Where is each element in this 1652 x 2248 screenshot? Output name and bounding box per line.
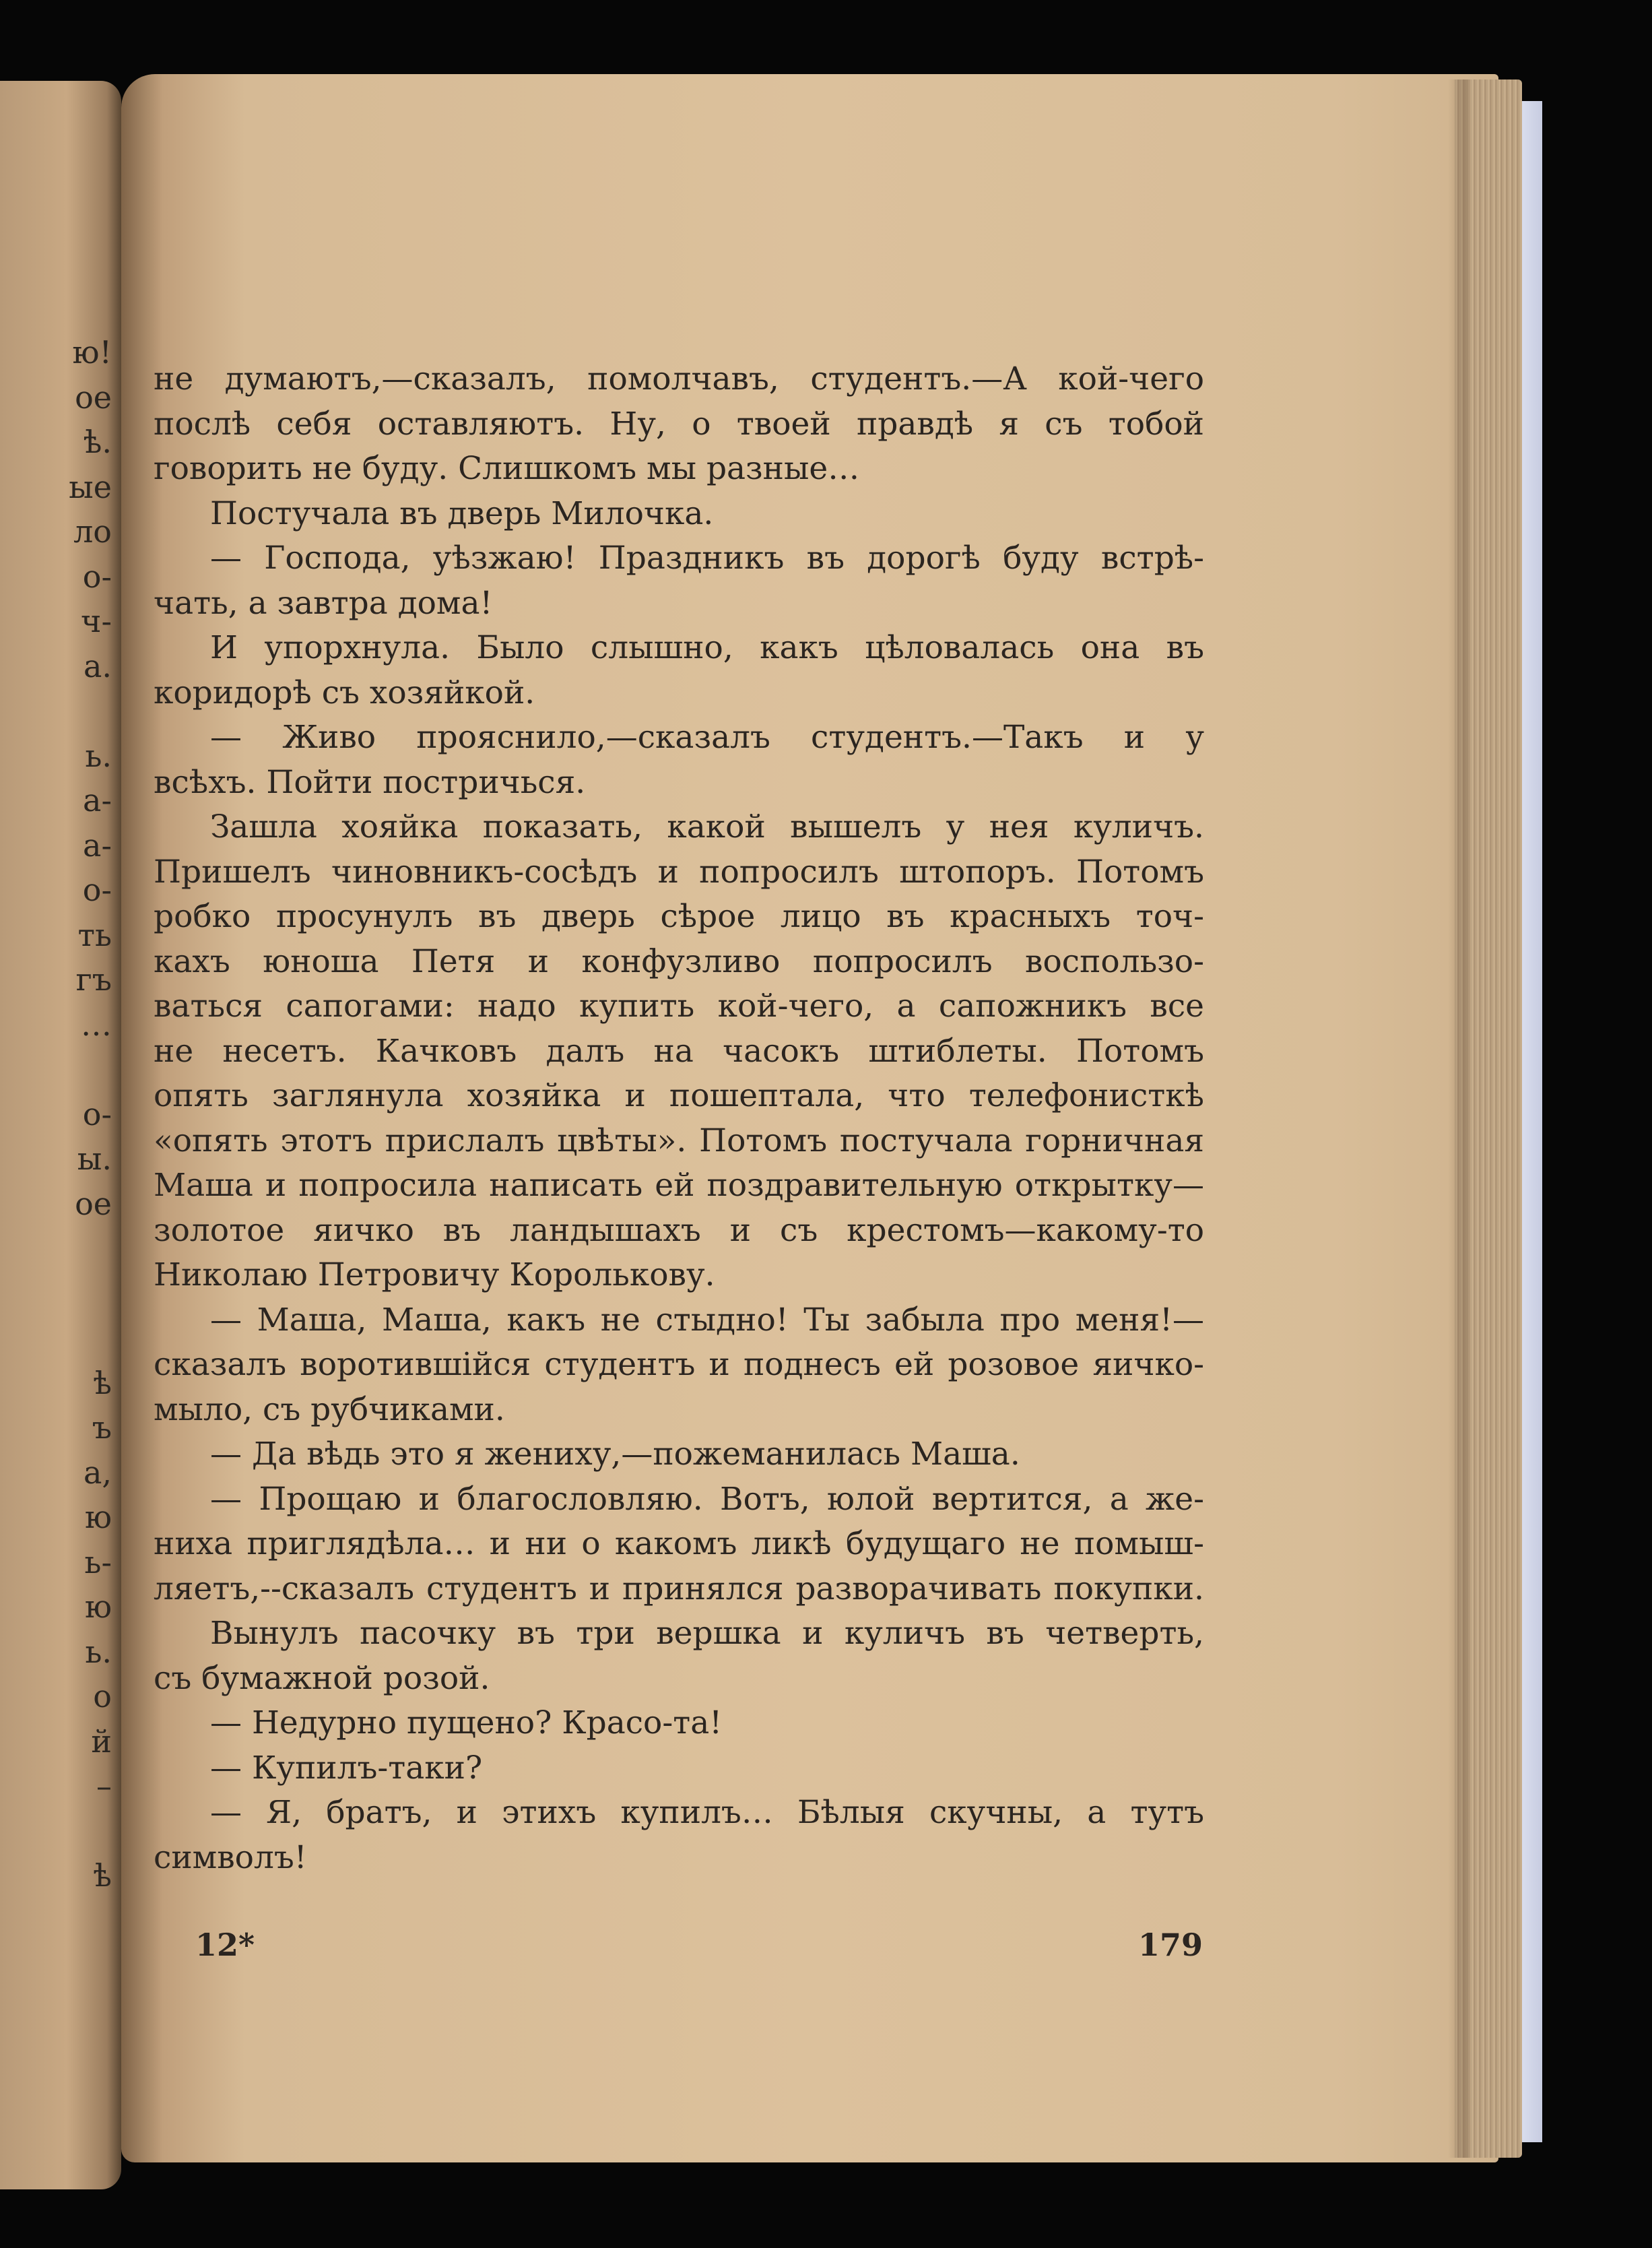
left-page-fragment: о- xyxy=(82,558,112,595)
text-line: символъ! xyxy=(154,1838,307,1876)
left-page-fragment: ое xyxy=(75,379,112,416)
left-page-fragment: ч- xyxy=(81,603,112,639)
left-page-fragment: ь. xyxy=(85,737,112,774)
left-page-fragment: ю xyxy=(84,1499,112,1535)
text-line: — Прощаю и благословляю. Вотъ, юлой вертится, а же- xyxy=(210,1480,1204,1518)
text-line: — Маша, Маша, какъ не стыдно! Ты забыла про меня!— xyxy=(210,1301,1204,1339)
left-page-fragment: ь. xyxy=(85,1633,112,1670)
text-line: ниха приглядѣла… и ни о какомъ ликѣ будущаго не помыш- xyxy=(154,1525,1204,1562)
left-page-fragment: гъ xyxy=(75,961,112,998)
text-line: кахъ юноша Петя и конфузливо попросилъ воспользо- xyxy=(154,942,1204,980)
text-line: послѣ себя оставляютъ. Ну, о твоей правдѣ я съ тобой xyxy=(154,405,1204,443)
text-line: — Господа, уѣзжаю! Праздникъ въ дорогѣ буду встрѣ- xyxy=(210,540,1204,577)
left-page-fragment: ъ xyxy=(92,1409,112,1446)
text-line: робко просунулъ въ дверь сѣрое лицо въ красныхъ точ- xyxy=(154,898,1204,935)
left-page-fragment: … xyxy=(81,1006,112,1043)
left-page-fragment: й xyxy=(91,1723,112,1760)
left-page-fragment: ло xyxy=(73,513,112,550)
text-line: мыло, съ рубчиками. xyxy=(154,1390,505,1428)
left-page-fragment: ое xyxy=(75,1185,112,1222)
text-line: съ бумажной розой. xyxy=(154,1659,490,1697)
text-line: Постучала въ дверь Милочка. xyxy=(210,494,714,532)
text-line: чать, а завтра дома! xyxy=(154,584,493,622)
left-page-fragment: ю xyxy=(84,1588,112,1625)
text-line: ляетъ,--сказалъ студентъ и принялся разворачивать покупки. xyxy=(154,1570,1204,1607)
page-body-text xyxy=(154,357,1204,1880)
text-line: Зашла хояйка показать, какой вышелъ у нея куличъ. xyxy=(210,808,1204,845)
left-page-fragment: ь- xyxy=(84,1543,112,1580)
text-line: «опять этотъ прислалъ цвѣты». Потомъ постучала горничная xyxy=(154,1122,1204,1159)
text-line: Пришелъ чиновникъ-сосѣдъ и попросилъ штопоръ. Потомъ xyxy=(154,853,1204,891)
text-line: золотое яичко въ ландышахъ и съ крестомъ—какому-то xyxy=(154,1211,1204,1249)
left-page-fragment: ые xyxy=(69,468,112,505)
text-line: Николаю Петровичу Королькову. xyxy=(154,1256,715,1293)
text-line: Маша и попросила написать ей поздравительную открытку— xyxy=(154,1167,1204,1204)
left-page-fragment: ѣ xyxy=(93,1857,112,1894)
left-page-fragment: – xyxy=(96,1768,112,1804)
left-page-fragment: ю! xyxy=(72,334,112,371)
left-page-fragment: о- xyxy=(82,872,112,908)
left-page-fragment: ть xyxy=(77,916,112,953)
left-page-fragment: ы. xyxy=(77,1141,112,1177)
page-edge-shadow xyxy=(1448,79,1468,2158)
signature-mark: 12* xyxy=(195,1927,255,1963)
text-line: — Живо прояснило,—сказалъ студентъ.—Такъ и у xyxy=(210,719,1204,756)
text-line: — Купилъ-таки? xyxy=(210,1749,483,1787)
left-page-fragment: ѣ xyxy=(93,1364,112,1401)
left-page-fragment: о xyxy=(93,1678,112,1714)
left-facing-page xyxy=(0,81,121,2189)
text-line: говорить не буду. Слишкомъ мы разные… xyxy=(154,450,860,487)
left-page-fragment: а, xyxy=(83,1454,112,1491)
text-line: — Недурно пущено? Красо-та! xyxy=(210,1704,723,1741)
left-page-fragment: а- xyxy=(83,827,112,864)
page-number: 179 xyxy=(1137,1927,1203,1963)
left-page-fragment: а. xyxy=(83,647,112,684)
text-line: опять заглянула хозяйка и пошептала, что телефонисткѣ xyxy=(154,1077,1204,1114)
left-page-fragment: о- xyxy=(82,1095,112,1132)
text-line: — Я, братъ, и этихъ купилъ… Бѣлыя скучны, а тутъ xyxy=(210,1794,1204,1831)
text-line: коридорѣ съ хозяйкой. xyxy=(154,674,535,711)
text-line: ваться сапогами: надо купить кой-чего, а сапожникъ все xyxy=(154,988,1204,1025)
text-line: И упорхнула. Было слышно, какъ цѣловалась она въ xyxy=(210,629,1204,666)
text-line: Вынулъ пасочку въ три вершка и куличъ въ четверть, xyxy=(210,1615,1204,1652)
left-page-fragment: а- xyxy=(83,782,112,818)
left-page-fragment: ѣ. xyxy=(83,424,112,460)
text-line: не несетъ. Качковъ далъ на часокъ штиблеты. Потомъ xyxy=(154,1032,1204,1070)
text-line: не думаютъ,—сказалъ, помолчавъ, студентъ.—А кой-чего xyxy=(154,360,1204,397)
text-line: сказалъ воротившійся студентъ и поднесъ ей розовое яичко- xyxy=(154,1346,1204,1383)
text-line: — Да вѣдь это я жениху,—пожеманилась Маша. xyxy=(210,1436,1020,1473)
text-line: всѣхъ. Пойти постричься. xyxy=(154,763,586,801)
